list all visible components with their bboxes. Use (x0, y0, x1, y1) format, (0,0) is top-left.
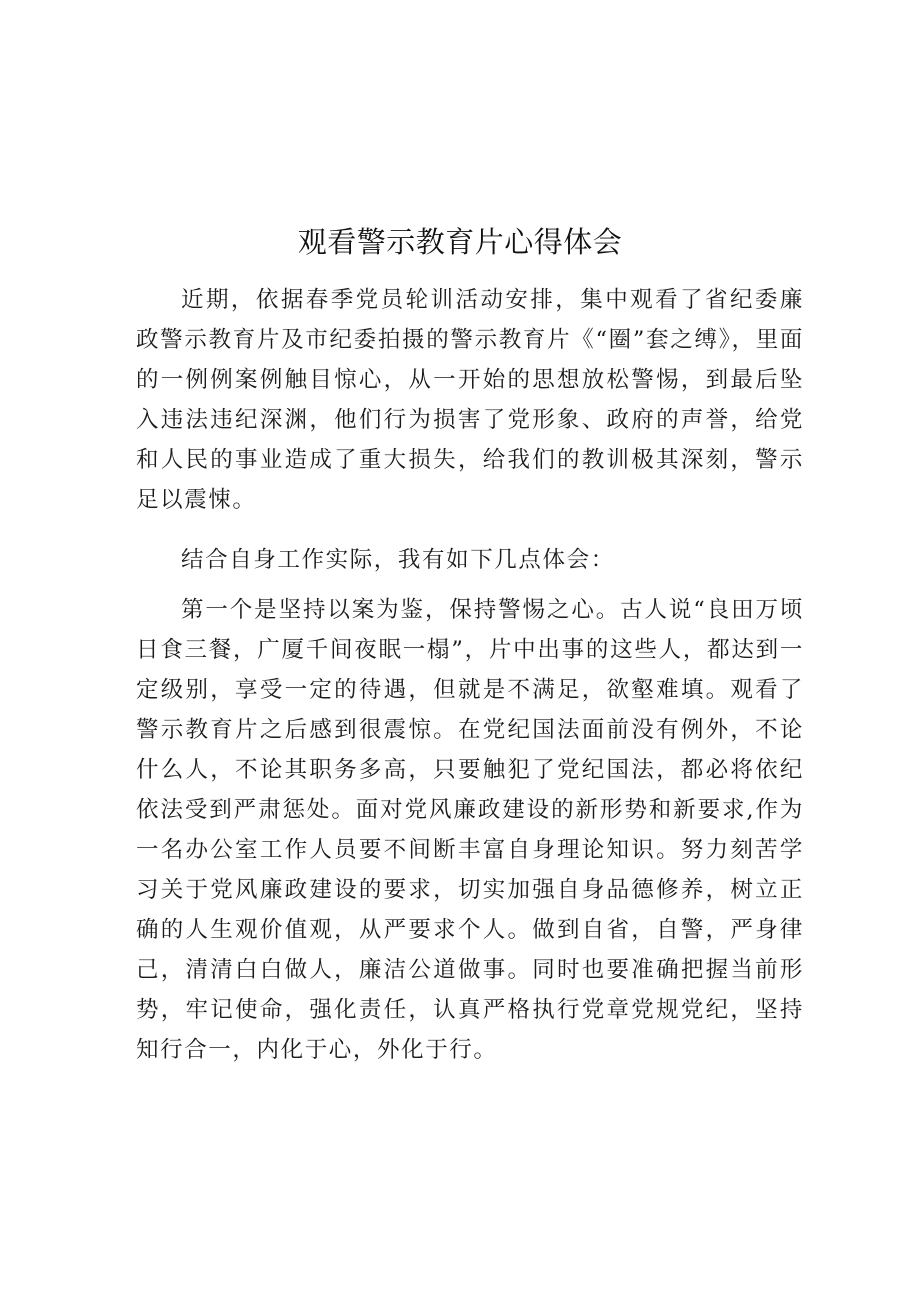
paragraph-transition: 结合自身工作实际，我有如下几点体会： (181, 547, 615, 573)
paragraph-intro: 近期，依据春季党员轮训活动安排，集中观看了省纪委廉政警示教育片及市纪委拍摄的警示教育片《“圈”套之缚》，里面的一例例案例触目惊心，从一开始的思想放松警惕，到最后坠入违法违纪深渊，他们行为损害了党形象、政府的声誉，给党和人民的事业造成了重大损失，给我们的教训极其深刻，警示足以震悚。 (136, 287, 804, 513)
document-title: 观看警示教育片心得体会 (297, 225, 623, 259)
paragraph-point-one: 第一个是坚持以案为鉴，保持警惕之心。古人说“良田万顷日食三餐，广厦千间夜眠一榻”，片中出事的这些人，都达到一定级别，享受一定的待遇，但就是不满足，欲壑难填。观看了警示教育片之后感到很震惊。在党纪国法面前没有例外，不论什么人，不论其职务多高，只要触犯了党纪国法，都必将依纪依法受到严肃惩处。面对党风廉政建设的新形势和新要求,作为一名办公室工作人员要不间断丰富自身理论知识。努力刻苦学习关于党风廉政建设的要求，切实加强自身品德修养，树立正确的人生观价值观，从严要求个人。做到自省，自警，严身律己，清清白白做人，廉洁公道做事。同时也要准确把握当前形势，牢记使命，强化责任，认真严格执行党章党规党纪，坚持知行合一，内化于心，外化于行。 (136, 597, 804, 1063)
